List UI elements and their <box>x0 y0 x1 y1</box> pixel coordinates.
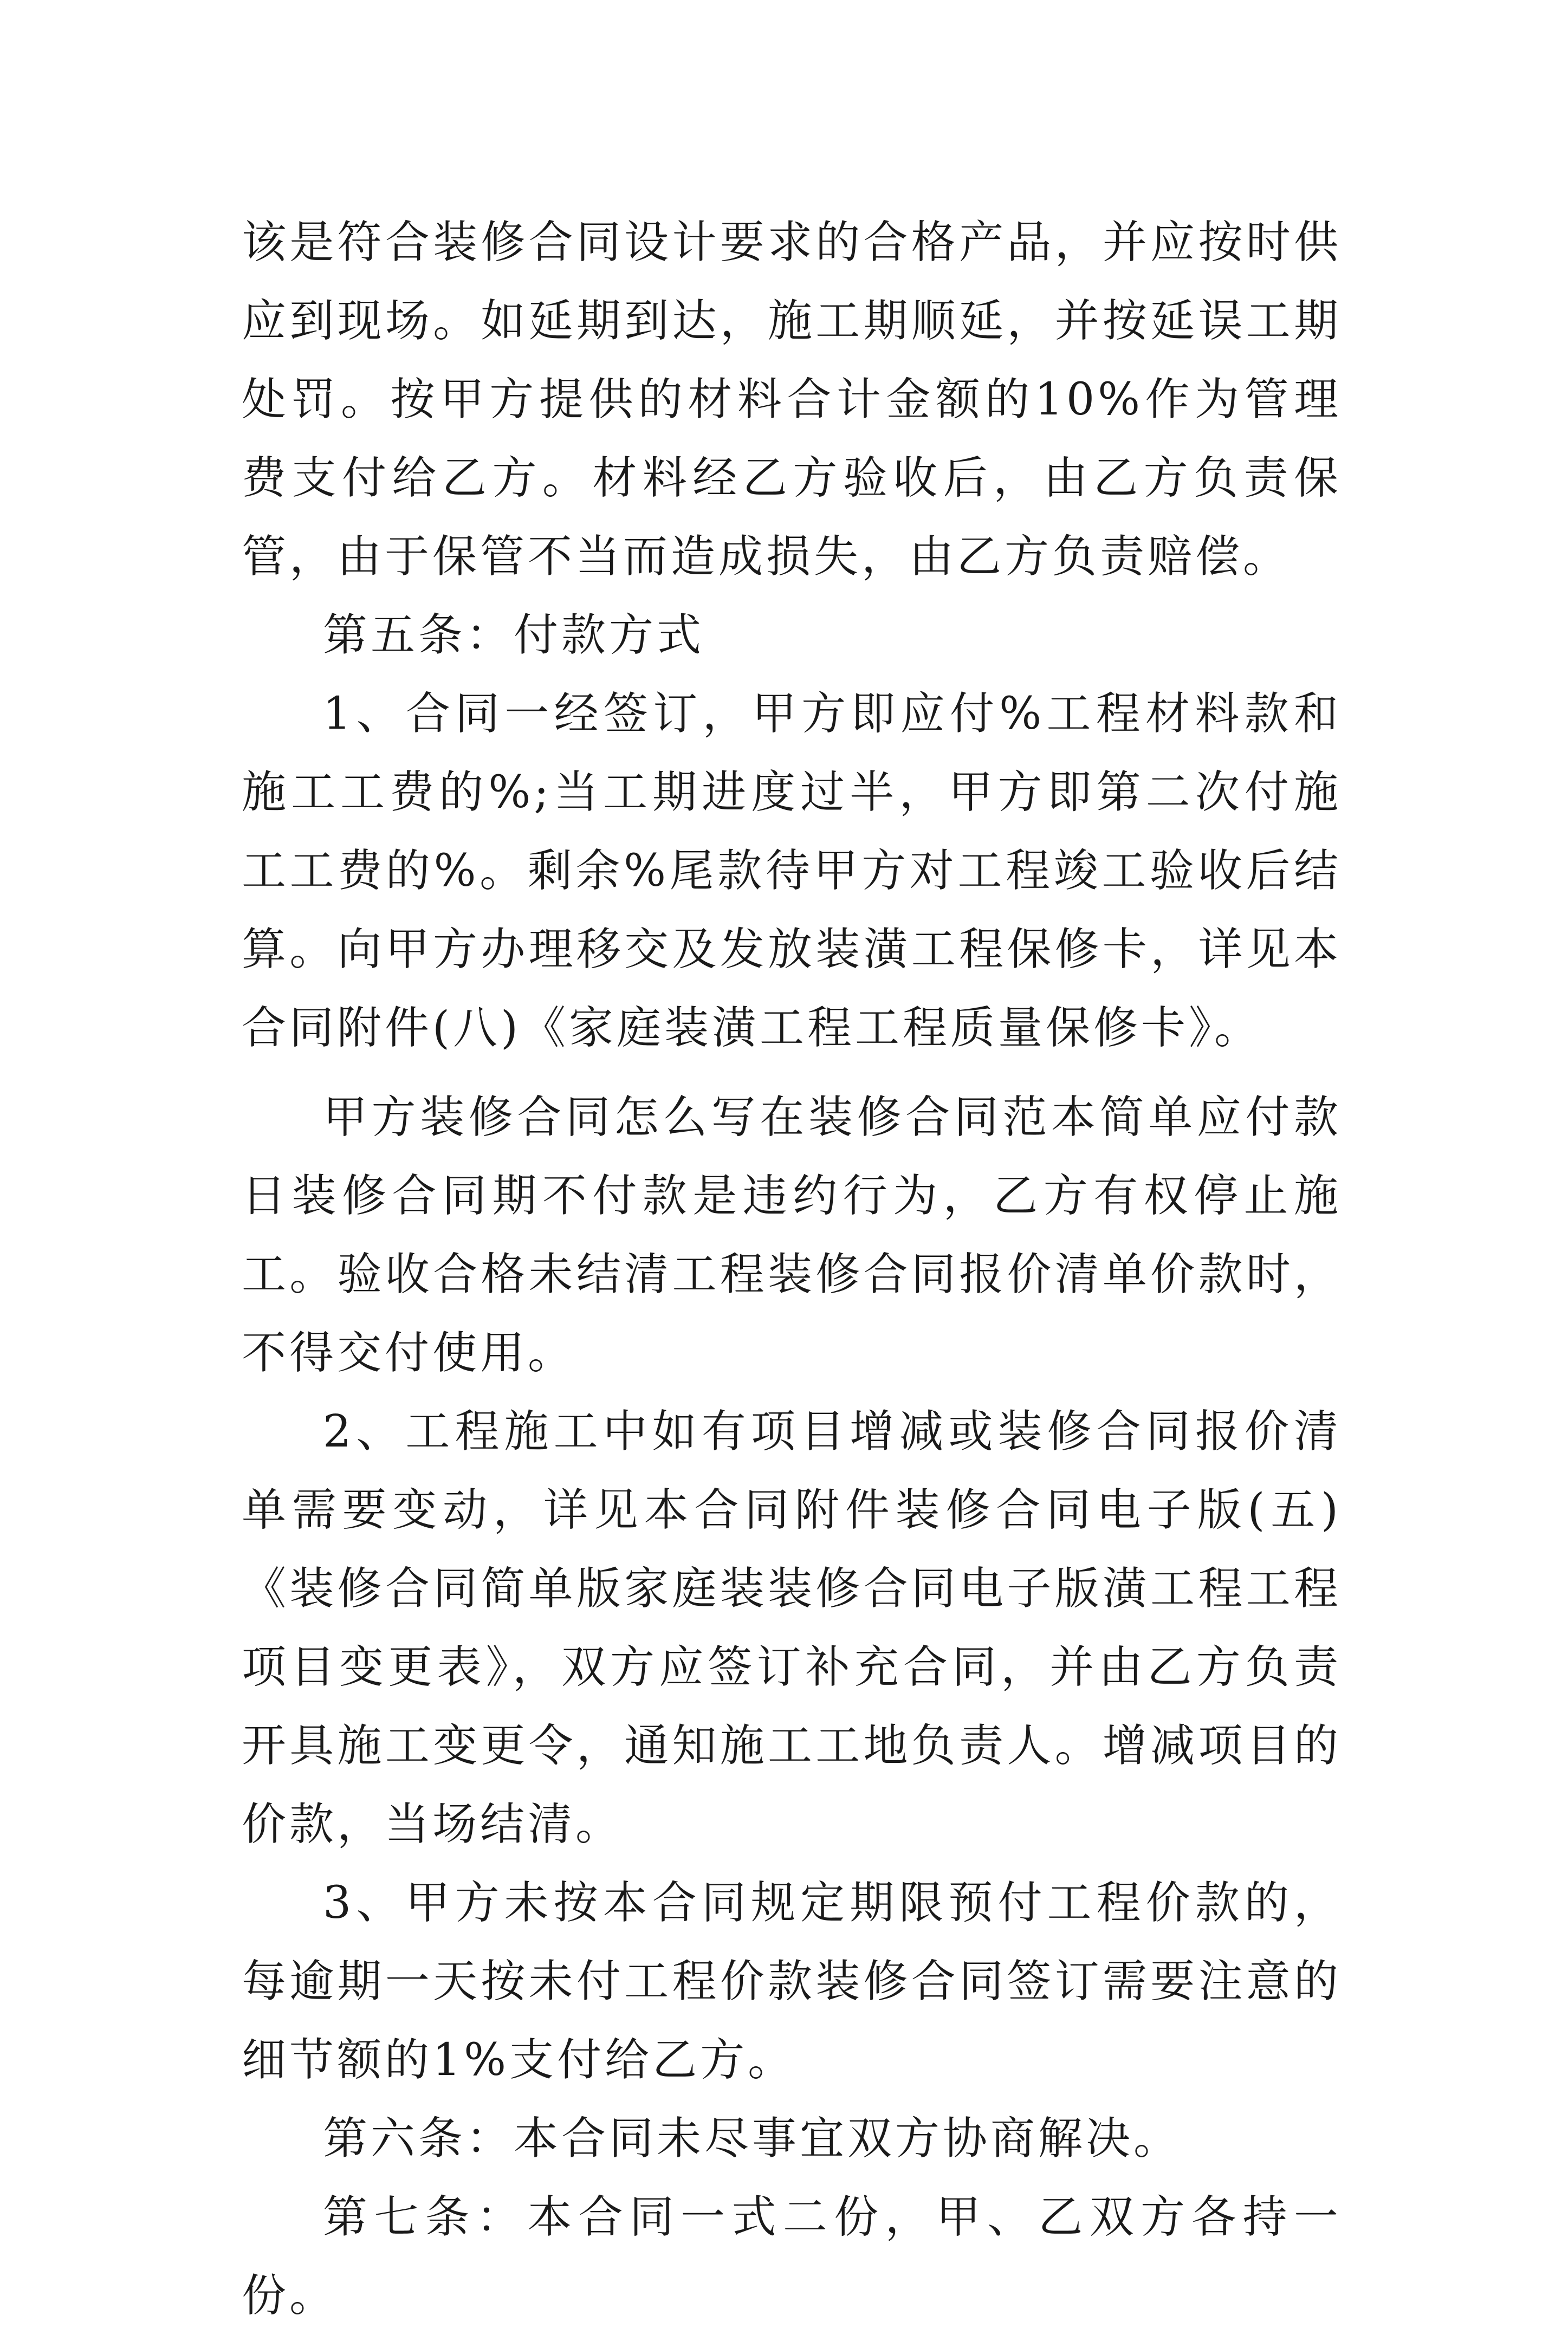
heading-article-7: 第七条：本合同一式二份，甲、乙双方各持一份。 <box>242 2191 1342 2321</box>
heading-article-5-payment: 第五条：付款方式 <box>323 609 705 661</box>
paragraph-payment-note: 甲方装修合同怎么写在装修合同范本简单应付款日装修合同期不付款是违约行为，乙方有权停止施工。验收合格未结清工程装修合同报价清单价款时，不得交付使用。 <box>242 1092 1342 1379</box>
paragraph-payment-item-2: 2、工程施工中如有项目增减或装修合同报价清单需要变动，详见本合同附件装修合同电子版(五)《装修合同简单版家庭装装修合同电子版潢工程工程项目变更表》，双方应签订补充合同，并由乙方负责开具施工变更令，通知施工工地负责人。增减项目的价款，当场结清。 <box>242 1406 1342 1850</box>
document-body <box>242 203 1342 2335</box>
paragraph-payment-item-1: 1、合同一经签订，甲方即应付%工程材料款和施工工费的%;当工期进度过半，甲方即第二次付施工工费的%。剩余%尾款待甲方对工程竣工验收后结算。向甲方办理移交及发放装潢工程保修卡，详见本合同附件(八)《家庭装潢工程工程质量保修卡》。 <box>242 688 1342 1054</box>
heading-article-6: 第六条：本合同未尽事宜双方协商解决。 <box>323 2113 1182 2164</box>
paragraph-payment-item-3: 3、甲方未按本合同规定期限预付工程价款的，每逾期一天按未付工程价款装修合同签订需要注意的细节额的1%支付给乙方。 <box>242 1877 1342 2086</box>
paragraph-materials-continuation: 该是符合装修合同设计要求的合格产品，并应按时供应到现场。如延期到达，施工期顺延，并按延误工期处罚。按甲方提供的材料合计金额的10%作为管理费支付给乙方。材料经乙方验收后，由乙方负责保管，由于保管不当而造成损失，由乙方负责赔偿。 <box>242 217 1342 582</box>
